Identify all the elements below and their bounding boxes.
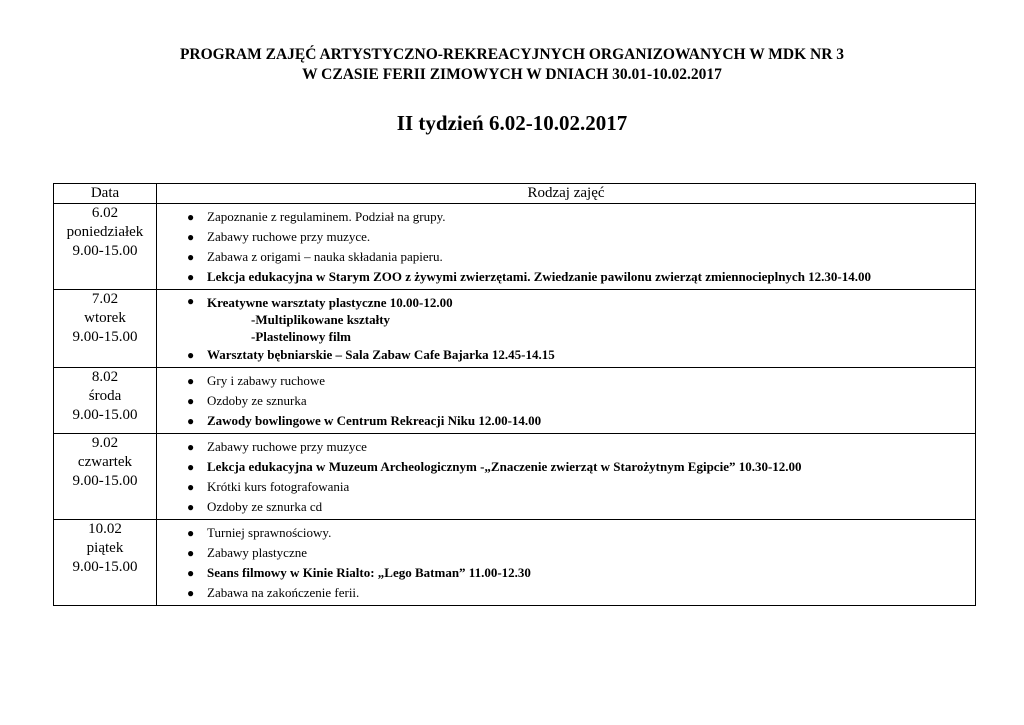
date-cell	[54, 204, 157, 290]
list-item	[157, 457, 975, 477]
bullet-icon: ●	[187, 500, 195, 514]
bullet-icon: ●	[187, 440, 195, 454]
activity-text: Zabawy ruchowe przy muzyce.	[207, 229, 371, 244]
list-item	[157, 477, 975, 497]
day-date: 8.02	[91, 369, 119, 385]
bullet-icon: ●	[187, 374, 195, 388]
bullet-icon: ●	[187, 210, 195, 224]
bullet-icon: ●	[187, 546, 195, 560]
list-item	[157, 583, 975, 603]
day-hours: 9.00-15.00	[72, 243, 138, 259]
list-item	[157, 345, 975, 365]
bullet-icon: ●	[187, 348, 195, 362]
activity-text: Kreatywne warsztaty plastyczne 10.00-12.00	[207, 295, 453, 310]
list-item	[157, 497, 975, 517]
list-item	[157, 543, 975, 563]
table-row	[54, 204, 976, 290]
day-date: 6.02	[91, 205, 119, 221]
day-weekday: wtorek	[84, 310, 126, 326]
day-hours: 9.00-15.00	[72, 407, 138, 423]
activities-cell	[157, 204, 976, 290]
list-item	[157, 247, 975, 267]
list-item	[157, 227, 975, 247]
column-header-activities: Rodzaj zajęć	[157, 184, 976, 204]
table-header-row	[54, 184, 976, 204]
activity-text: Seans filmowy w Kinie Rialto: „Lego Batman” 11.00-12.30	[207, 565, 531, 580]
sub-item: -Plastelinowy film	[251, 329, 352, 344]
activity-text: Zabawa z origami – nauka składania papieru.	[207, 249, 443, 264]
list-item	[157, 293, 975, 345]
activity-list	[157, 520, 975, 605]
bullet-icon: ●	[187, 526, 195, 540]
list-item	[157, 523, 975, 543]
bullet-icon: ●	[187, 230, 195, 244]
table-row	[54, 368, 976, 434]
list-item	[157, 267, 975, 287]
activity-text: Zabawy ruchowe przy muzyce	[207, 439, 367, 454]
activity-text: Zapoznanie z regulaminem. Podział na grupy.	[207, 209, 446, 224]
table-row	[54, 290, 976, 368]
list-item	[157, 563, 975, 583]
list-item	[157, 411, 975, 431]
bullet-icon: ●	[187, 460, 195, 474]
bullet-icon: ●	[187, 414, 195, 428]
activities-cell	[157, 368, 976, 434]
day-weekday: poniedziałek	[66, 224, 144, 240]
activity-text: Lekcja edukacyjna w Muzeum Archeologicznym -„Znaczenie zwierząt w Starożytnym Egipcie” 10.30-12.00	[207, 459, 802, 474]
program-title-line1: PROGRAM ZAJĘĆ ARTYSTYCZNO-REKREACYJNYCH ORGANIZOWANYCH W MDK NR 3	[179, 46, 845, 63]
day-date: 10.02	[88, 521, 122, 537]
sub-item: -Multiplikowane kształty	[251, 312, 391, 327]
bullet-icon: ●	[187, 394, 195, 408]
activity-list	[157, 290, 975, 367]
activity-list	[157, 204, 975, 289]
activity-text: Krótki kurs fotografowania	[207, 479, 350, 494]
bullet-icon: ●	[187, 586, 195, 600]
day-date: 7.02	[91, 291, 119, 307]
list-item	[157, 437, 975, 457]
activities-cell	[157, 520, 976, 606]
date-cell	[54, 520, 157, 606]
date-cell	[54, 434, 157, 520]
day-weekday: piątek	[86, 540, 124, 556]
date-cell	[54, 290, 157, 368]
list-item	[157, 391, 975, 411]
week-heading: II tydzień 6.02-10.02.2017	[396, 111, 628, 135]
schedule-table	[53, 183, 976, 606]
day-weekday: czwartek	[77, 454, 133, 470]
bullet-icon: ●	[187, 250, 195, 264]
activity-text: Lekcja edukacyjna w Starym ZOO z żywymi zwierzętami. Zwiedzanie pawilonu zwierząt zmiennocieplnych 12.30-14.00	[207, 269, 871, 284]
day-hours: 9.00-15.00	[72, 559, 138, 575]
table-row	[54, 434, 976, 520]
bullet-icon: ●	[187, 270, 195, 284]
list-item	[157, 371, 975, 391]
list-item	[157, 207, 975, 227]
date-cell	[54, 368, 157, 434]
activity-text: Ozdoby ze sznurka	[207, 393, 307, 408]
day-hours: 9.00-15.00	[72, 473, 138, 489]
day-date: 9.02	[91, 435, 119, 451]
day-hours: 9.00-15.00	[72, 329, 138, 345]
activity-text: Zabawy plastyczne	[207, 545, 307, 560]
activity-text: Warsztaty bębniarskie – Sala Zabaw Cafe Bajarka 12.45-14.15	[207, 347, 555, 362]
activities-cell	[157, 434, 976, 520]
activity-text: Ozdoby ze sznurka cd	[207, 499, 323, 514]
activities-cell	[157, 290, 976, 368]
activity-text: Zawody bowlingowe w Centrum Rekreacji Niku 12.00-14.00	[207, 413, 542, 428]
bullet-icon: ●	[187, 480, 195, 494]
activity-list	[157, 434, 975, 519]
activity-text: Turniej sprawnościowy.	[207, 525, 332, 540]
table-row	[54, 520, 976, 606]
bullet-icon: ●	[187, 294, 195, 308]
bullet-icon: ●	[187, 566, 195, 580]
program-title-line2: W CZASIE FERII ZIMOWYCH W DNIACH 30.01-10.02.2017	[302, 66, 722, 83]
activity-list	[157, 368, 975, 433]
activity-text: Gry i zabawy ruchowe	[207, 373, 326, 388]
day-weekday: środa	[88, 388, 122, 404]
column-header-date: Data	[54, 184, 157, 204]
activity-text: Zabawa na zakończenie ferii.	[207, 585, 360, 600]
